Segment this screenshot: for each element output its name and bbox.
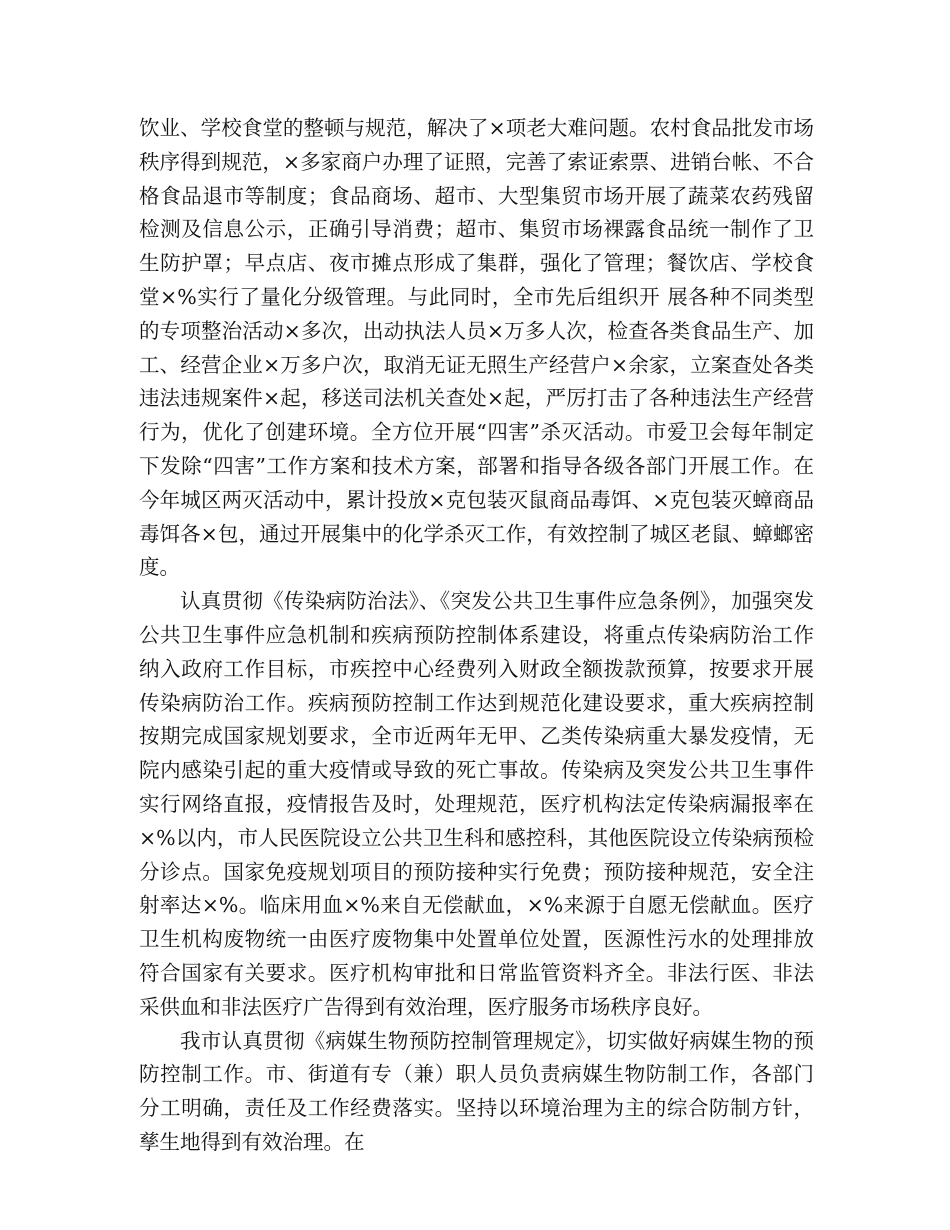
document-body xyxy=(139,112,814,1160)
paragraph-vector-control: 我市认真贯彻《病媒生物预防控制管理规定》，切实做好病媒生物的预防控制工作。市、街道有专（兼）职人员负责病媒生物防制工作，各部门分工明确，责任及工作经费落实。坚持以环境治理为主的综合防制方针，孳生地得到有效治理。在 xyxy=(139,1028,814,1154)
paragraph-food-safety: 饮业、学校食堂的整顿与规范，解决了×项老大难问题。农村食品批发市场秩序得到规范，×多家商户办理了证照，完善了索证索票、进销台帐、不合格食品退市等制度；食品商场、超市、大型集贸市场开展了蔬菜农药残留检测及信息公示，正确引导消费；超市、集贸市场裸露食品统一制作了卫生防护罩；早点店、夜市摊点形成了集群，强化了管理；餐饮店、学校食堂×%实行了量化分级管理。与此同时，全市先后组织开 展各种不同类型的专项整治活动×多次，出动执法人员×万多人次，检查各类食品生产、加工、经营企业×万多户次，取消无证无照生产经营户×余家，立案查处各类违法违规案件×起，移送司法机关查处×起，严厉打击了各种违法生产经营行为，优化了创建环境。全方位开展“四害”杀灭活动。市爱卫会每年制定下发除“四害”工作方案和技术方案，部署和指导各级各部门开展工作。在今年城区两灭活动中，累计投放×克包装灭鼠商品毒饵、×克包装灭蟑商品毒饵各×包，通过开展集中的化学杀灭工作，有效控制了城区老鼠、蟑螂密度。 xyxy=(139,116,814,580)
paragraph-disease-control: 认真贯彻《传染病防治法》、《突发公共卫生事件应急条例》，加强突发公共卫生事件应急机制和疾病预防控制体系建设，将重点传染病防治工作纳入政府工作目标，市疾控中心经费列入财政全额拨款预算，按要求开展传染病防治工作。疾病预防控制工作达到规范化建设要求，重大疾病控制按期完成国家规划要求，全市近两年无甲、乙类传染病重大暴发疫情，无院内感染引起的重大疫情或导致的死亡事故。传染病及突发公共卫生事件实行网络直报，疫情报告及时，处理规范，医疗机构法定传染病漏报率在×%以内，市人民医院设立公共卫生科和感控科，其他医院设立传染病预检分诊点。国家免疫规划项目的预防接种实行免费；预防接种规范，安全注射率达×%。临床用血×%来自无偿献血，×%来源于自愿无偿献血。医疗卫生机构废物统一由医疗废物集中处置单位处置，医源性污水的处理排放符合国家有关要求。医疗机构审批和日常监管资料齐全。非法行医、非法采供血和非法医疗广告得到有效治理，医疗服务市场秩序良好。 xyxy=(139,589,814,1019)
